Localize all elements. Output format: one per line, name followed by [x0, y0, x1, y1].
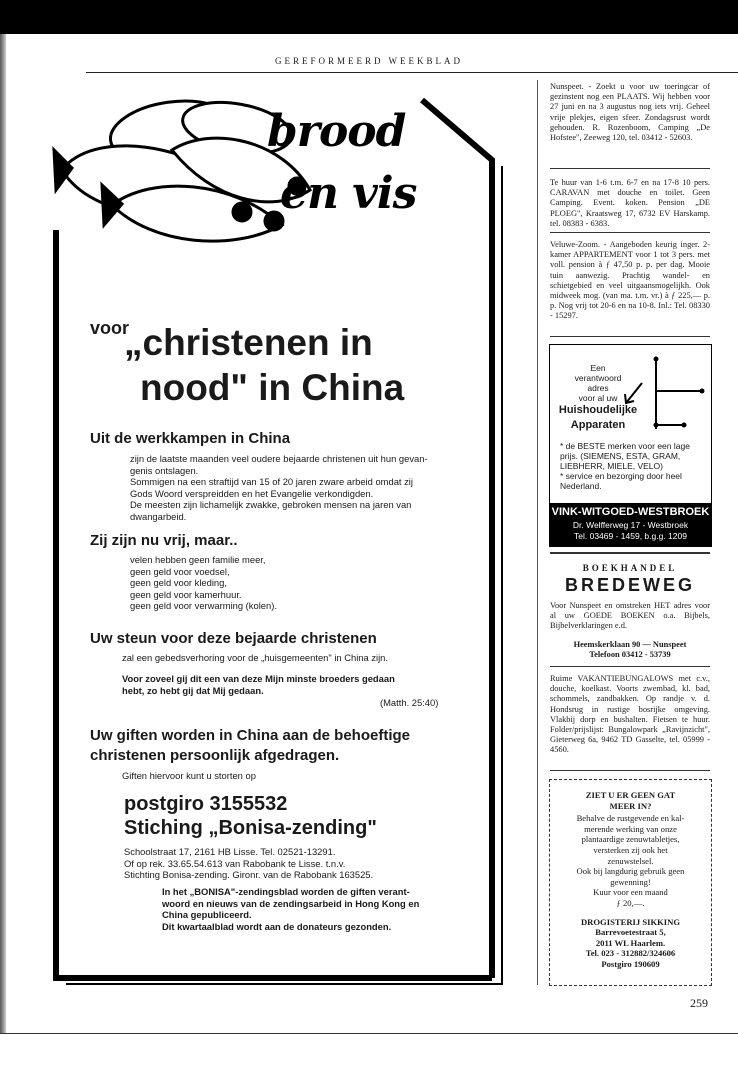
- bredeweg-name: BREDEWEG: [564, 575, 695, 595]
- classified-separator: [550, 552, 710, 554]
- section1-text: [130, 453, 490, 522]
- sikking-title-1: ZIET U ER GEEN GAT: [585, 790, 676, 800]
- closing-line: Dit kwartaalblad wordt aan de donateurs gezonden.: [162, 920, 392, 932]
- sikking-body-line: versterken zij ook het: [593, 844, 668, 855]
- classified-caravan: Te huur van 1-6 t.m. 6-7 en na 17-8 10 pers. CARAVAN met douche en toilet. Geen Camping. Event. koken. Pension „DE PLOEG", Kraatsweg 17, 6732 EV Harskamp. tel. 08383 - 6383.: [550, 178, 710, 228]
- quote-line-2: hebt, zo hebt gij dat Mij gedaan.: [122, 684, 264, 696]
- section1-line: dwangarbeid.: [130, 510, 187, 522]
- section4-title-line-1: Uw giften worden in China aan de behoeftige: [90, 727, 411, 744]
- sikking-body-line: Ook bij langdurig gebruik geen: [576, 866, 685, 877]
- section2-line: geen geld voor verwarming (kolen).: [130, 600, 277, 611]
- section2-line: geen geld voor kamerhuur.: [130, 588, 242, 600]
- classified-separator: [550, 232, 710, 233]
- vink-advertisement: [549, 344, 712, 547]
- stichting-name: Stiching „Bonisa-zending": [124, 817, 377, 839]
- vink-bullets: [560, 441, 705, 491]
- section2-text: [130, 554, 430, 612]
- closing-text: [162, 886, 482, 932]
- classified-separator: [550, 770, 710, 771]
- bible-quote: [122, 673, 492, 696]
- quote-line-1: Voor zoveel gij dit een van deze Mijn minste broeders gedaan: [122, 673, 395, 684]
- section1-line: Gods Woord verspreidden en het Evangelie verkondigden.: [130, 487, 374, 499]
- classified-bungalows: Ruime VAKANTIEBUNGALOWS met c.v., douche, koelkast. Voorts zwembad, kl. bad, schommels, zandbakken. Op randje v. d. Hondsrug in rustige bosrijke omgeving. Vlakbij dorp en bushalten. Fietsen te huur. Folder/prijslijst: Bungalowpark „Ravijnzicht", Gieterweg 6a, 9462 TD Gasselte, tel. 05999 - 4560.: [550, 674, 710, 755]
- section2-title: Zij zijn nu vrij, maar..: [90, 532, 238, 549]
- sikking-city: 2011 WL Haarlem.: [595, 937, 666, 948]
- closing-line: In het „BONISA"-zendingsblad worden de giften verant-: [162, 886, 410, 897]
- address-line: Stichting Bonisa-zending. Gironr. van de Rabobank 163525.: [124, 869, 374, 880]
- sikking-body-line: ƒ 20,—.: [616, 897, 645, 908]
- bredeweg-text: Voor Nunspeet en omstreken HET adres voor al uw GOEDE BOEKEN o.a. Bijbels, Bijbelverklaringen e.d.: [550, 601, 710, 631]
- sikking-body-line: zenuwstelsel.: [607, 855, 654, 866]
- section1-line: genis ontslagen.: [130, 464, 199, 476]
- sikking-advertisement: [549, 779, 712, 986]
- sikking-body-line: plantaardige zenuwtabletjes,: [581, 834, 680, 845]
- sikking-shop: DROGISTERIJ SIKKING: [580, 916, 681, 927]
- vink-intro-line: Een: [590, 363, 606, 373]
- vink-intro-line: verantwoord: [574, 373, 622, 383]
- bottom-rule: [0, 1033, 738, 1034]
- arrow-icon: [622, 381, 644, 407]
- headline-voor: voor: [90, 318, 130, 338]
- route-map: [644, 351, 708, 433]
- classified-nunspeet: Nunspeet. - Zoekt u voor uw toeringcar of gezinstent nog een PLAATS. Wij hebben voor 27 juni en na 3 augustus nog iets vrij. Geheel vrije plekjes, eigen sfeer. Zondagsrust wordt gehouden. R. Rozenboom, Camping „De Hofstee", Zeeweg 120, tel. 03412 - 52603.: [550, 82, 710, 143]
- bredeweg-advertisement: [550, 563, 710, 597]
- sikking-body-line: Behalve de rustgevende en kal-: [576, 813, 685, 824]
- vink-phone: Tel. 03469 - 1459, b.g.g. 1209: [574, 531, 687, 541]
- sikking-postgiro: Postgiro 190609: [601, 958, 660, 969]
- sikking-body-line: Kuur voor een maand: [593, 887, 668, 898]
- section1-line: Sommigen na een straftijd van 15 of 20 jaren zware arbeid omdat zij: [130, 476, 413, 487]
- vink-product-line2: Apparaten: [570, 419, 626, 431]
- classified-separator: [550, 666, 710, 667]
- vink-intro-line: adres: [587, 383, 609, 393]
- giften-text: Giften hiervoor kunt u storten op: [122, 770, 256, 781]
- section3-text: zal een gebedsverhoring voor de „huisgemeenten" in China zijn.: [122, 652, 388, 663]
- section4-title-line-2: christenen persoonlijk afgedragen.: [90, 747, 340, 764]
- sikking-title-2: MEER IN?: [609, 800, 652, 811]
- vink-bullet-text-1: de BESTE merken voor een lage prijs. (SIEMENS, ESTA, GRAM, LIEBHERR, MIELE, VELO): [560, 441, 690, 471]
- vink-bullet-2: [560, 471, 705, 491]
- classified-separator: [550, 168, 710, 169]
- section2-line: geen geld voor kleding,: [130, 577, 227, 588]
- headline-line-1: „christenen in: [124, 322, 373, 363]
- section4-title: [90, 726, 410, 766]
- bullet-star-icon: *: [560, 441, 566, 451]
- section1-line: De meesten zijn lichamelijk zwakke, gebroken mensen na jaren van: [130, 499, 412, 510]
- address-line: Of op rek. 33.65.54.613 van Rabobank te Lisse. t.n.v.: [124, 857, 346, 869]
- headline: [124, 320, 404, 410]
- address-text: [124, 846, 373, 881]
- brand-en-vis: en vis: [280, 168, 417, 219]
- vink-company-banner: [550, 503, 711, 546]
- bredeweg-contact: [550, 640, 710, 660]
- header-rule: [86, 72, 738, 73]
- section2-line: geen geld voor voedsel,: [130, 565, 230, 577]
- classified-veluwe: Veluwe-Zoom. - Aangeboden keurig inger. 2-kamer APPARTEMENT voor 1 tot 3 pers. met voll. pension à ƒ 47,50 p. p. per dag. Mooie tuin aanwezig. Prachtig wandel- en schietgebied en veel uitgaansmogelijkh. Ook midweek mog. (van ma. t.m. vr.) à ƒ 225,— p. p. Nog vrij tot 20-6 en na 10-8. Inl.: Tel. 08330 - 15297.: [550, 240, 710, 321]
- sikking-tel: Tel. 023 - 312882/324606: [585, 948, 676, 959]
- section2-line: velen hebben geen familie meer,: [130, 554, 266, 565]
- masthead: GEREFORMEERD WEEKBLAD: [274, 56, 464, 66]
- headline-line-2: nood" in China: [140, 367, 405, 408]
- classified-separator: [550, 336, 710, 337]
- vink-address: Dr. Welfferweg 17 - Westbroek: [572, 520, 689, 530]
- sikking-street: Barrevoetestraat 5,: [595, 927, 666, 938]
- address-line: Schoolstraat 17, 2161 HB Lisse. Tel. 02521-13291.: [124, 846, 336, 857]
- vink-company: VINK-WITGOED-WESTBROEK: [551, 506, 710, 518]
- bredeweg-phone: Telefoon 03412 - 53739: [589, 650, 671, 660]
- bullet-star-icon: *: [560, 471, 566, 481]
- scan-left-edge: [0, 34, 6, 1034]
- section1-line: zijn de laatste maanden veel oudere bejaarde christenen uit hun gevan-: [130, 453, 428, 464]
- section3-title: Uw steun voor deze bejaarde christenen: [90, 630, 377, 647]
- bredeweg-kicker: BOEKHANDEL: [582, 563, 678, 573]
- payment-block: [124, 792, 377, 840]
- vink-bullet-1: [560, 441, 705, 471]
- page-number: 259: [690, 996, 708, 1010]
- bonisa-advertisement: [52, 80, 522, 985]
- quote-reference: (Matth. 25:40): [380, 697, 439, 708]
- vink-intro-line: voor al uw: [578, 393, 618, 403]
- vink-bullet-text-2: service en bezorging door heel Nederland.: [560, 471, 682, 491]
- postgiro-number: postgiro 3155532: [124, 793, 288, 815]
- bredeweg-street: Heemskerklaan 90 — Nunspeet: [573, 640, 687, 649]
- column-rule: [537, 80, 538, 985]
- sikking-body-line: gewenning!: [610, 876, 651, 887]
- closing-line: woord en nieuws van de zendingsarbeid in Hong Kong en: [162, 897, 420, 909]
- section1-title: Uit de werkkampen in China: [90, 430, 291, 447]
- vink-product-line1: Huishoudelijke: [558, 404, 638, 416]
- scan-top-border: [0, 0, 738, 34]
- sikking-content: [550, 790, 711, 970]
- brand-brood: brood: [267, 106, 406, 157]
- sikking-body-line: merende werking van onze: [584, 823, 677, 834]
- closing-line: China gepubliceerd.: [162, 909, 252, 920]
